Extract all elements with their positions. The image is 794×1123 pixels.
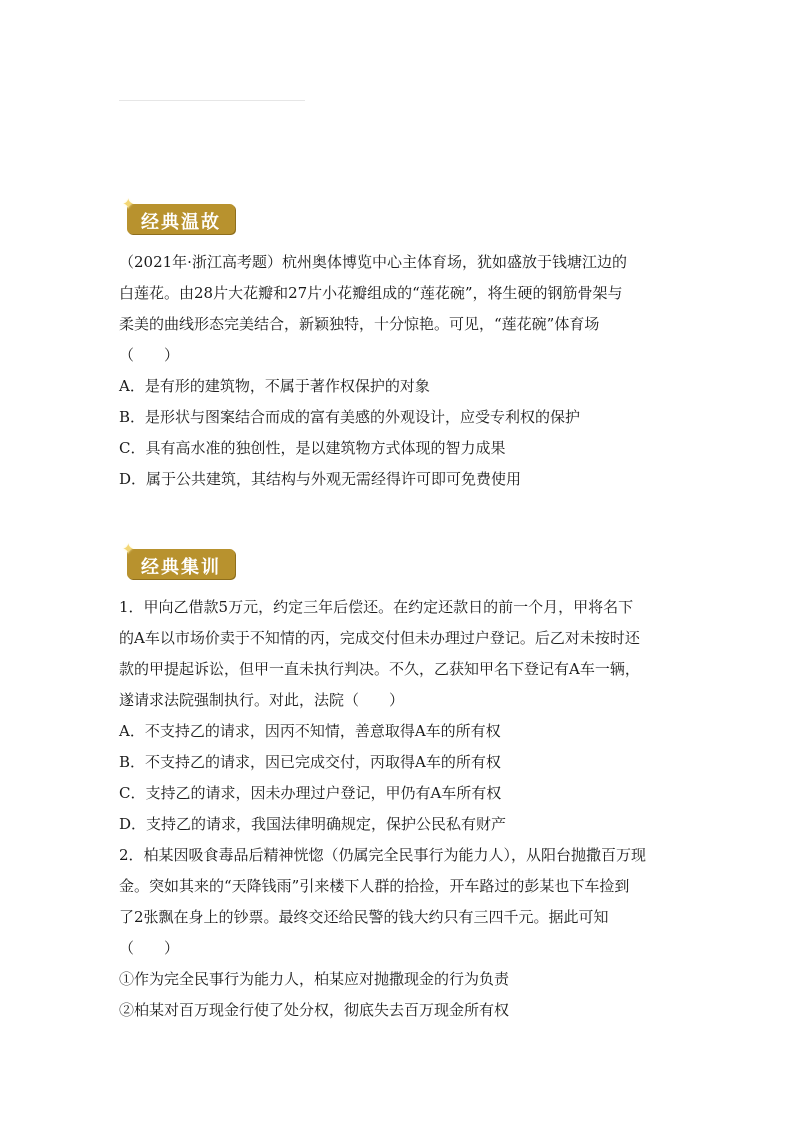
sparkle-star-icon: ✦ (122, 540, 135, 558)
statement-2: ②柏某对百万现金行使了处分权，彻底失去百万现金所有权 (119, 1001, 510, 1019)
question-stem-line: 金。突如其来的“天降钱雨”引来楼下人群的拾捡，开车路过的彭某也下车捡到 (119, 877, 630, 895)
question-stem-line: 款的甲提起诉讼，但甲一直未执行判决。不久，乙获知甲名下登记有A车一辆， (119, 660, 640, 678)
section-badge-classic-review (122, 195, 235, 234)
question-stem-line: 柔美的曲线形态完美结合，新颖独特，十分惊艳。可见，“莲花碗”体育场 (119, 315, 600, 333)
option-b: B．不支持乙的请求，因已完成交付，丙取得A车的所有权 (119, 753, 501, 771)
option-a: A．是有形的建筑物，不属于著作权保护的对象 (119, 377, 430, 395)
option-d: D．支持乙的请求，我国法律明确规定，保护公民私有财产 (119, 815, 507, 833)
question-stem-line: 2．柏某因吸食毒品后精神恍惚（仍属完全民事行为能力人），从阳台抛撒百万现 (119, 846, 647, 864)
section-title: 经典温故 (141, 212, 221, 233)
statement-1: ①作为完全民事行为能力人，柏某应对抛撒现金的行为负责 (119, 970, 510, 988)
option-c: C．支持乙的请求，因未办理过户登记，甲仍有A车所有权 (119, 784, 502, 802)
option-a: A．不支持乙的请求，因丙不知情，善意取得A车的所有权 (119, 722, 501, 740)
question-stem-line: 的A车以市场价卖于不知情的丙，完成交付但未办理过户登记。后乙对未按时还 (119, 629, 640, 647)
option-c: C．具有高水准的独创性，是以建筑物方式体现的智力成果 (119, 439, 506, 457)
option-b: B．是形状与图案结合而成的富有美感的外观设计，应受专利权的保护 (119, 408, 581, 426)
question-stem-line: 1．甲向乙借款5万元，约定三年后偿还。在约定还款日的前一个月，甲将名下 (119, 598, 634, 616)
header-rule (119, 100, 305, 101)
question-stem-line: 遂请求法院强制执行。对此，法院（ ） (119, 691, 405, 709)
section-title: 经典集训 (141, 557, 221, 578)
question-stem-line: 了2张飘在身上的钞票。最终交还给民警的钱大约只有三四千元。据此可知 (119, 908, 609, 926)
answer-blank: （ ） (119, 939, 180, 957)
sparkle-star-icon: ✦ (122, 195, 135, 213)
answer-blank: （ ） (119, 346, 180, 364)
question-block-1 (119, 247, 679, 495)
question-stem-line: 白莲花。由28片大花瓣和27片小花瓣组成的“莲花碗”，将生硬的钢筋骨架与 (119, 284, 623, 302)
section-badge-classic-practice (122, 540, 235, 579)
question-block-2 (119, 592, 679, 1026)
option-d: D．属于公共建筑，其结构与外观无需经得许可即可免费使用 (119, 470, 522, 488)
question-stem-line: （2021年·浙江高考题）杭州奥体博览中心主体育场，犹如盛放于钱塘江边的 (119, 253, 627, 271)
